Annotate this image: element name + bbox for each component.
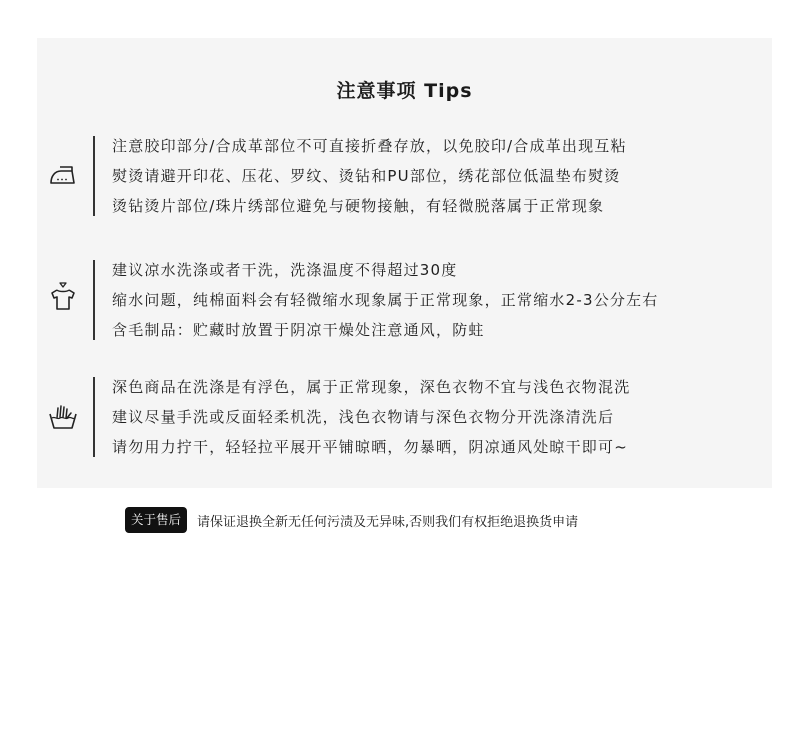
shirt-temperature-icon xyxy=(47,280,79,312)
tip-line: 含毛制品：贮藏时放置于阴凉干燥处注意通风，防蛀 xyxy=(112,321,485,339)
after-sales-notice xyxy=(125,507,578,533)
tip-line: 注意胶印部分/合成革部位不可直接折叠存放，以免胶印/合成革出现互粘 xyxy=(112,137,627,155)
tip-line: 深色商品在洗涤是有浮色，属于正常现象，深色衣物不宜与浅色衣物混洗 xyxy=(112,378,631,396)
hand-wash-icon xyxy=(47,400,79,432)
section-divider-line xyxy=(93,260,95,340)
tip-line: 请勿用力拧干，轻轻拉平展开平铺晾晒，勿暴晒，阴凉通风处晾干即可~ xyxy=(112,438,628,456)
after-sales-badge: 关于售后 xyxy=(125,507,187,533)
page-title: 注意事项 Tips xyxy=(336,80,473,102)
tip-line: 建议凉水洗涤或者干洗，洗涤温度不得超过30度 xyxy=(112,261,458,279)
care-tips-card xyxy=(37,38,772,488)
section-divider-line xyxy=(93,377,95,457)
iron-icon xyxy=(47,159,79,191)
tip-line: 缩水问题，纯棉面料会有轻微缩水现象属于正常现象，正常缩水2-3公分左右 xyxy=(112,291,659,309)
tip-line: 熨烫请避开印花、压花、罗纹、烫钻和PU部位，绣花部位低温垫布熨烫 xyxy=(112,167,621,185)
after-sales-text: 请保证退换全新无任何污渍及无异味,否则我们有权拒绝退换货申请 xyxy=(197,514,579,530)
tip-line: 烫钻烫片部位/珠片绣部位避免与硬物接触，有轻微脱落属于正常现象 xyxy=(112,197,605,215)
tip-line: 建议尽量手洗或反面轻柔机洗，浅色衣物请与深色衣物分开洗涤清洗后 xyxy=(112,408,615,426)
section-divider-line xyxy=(93,136,95,216)
